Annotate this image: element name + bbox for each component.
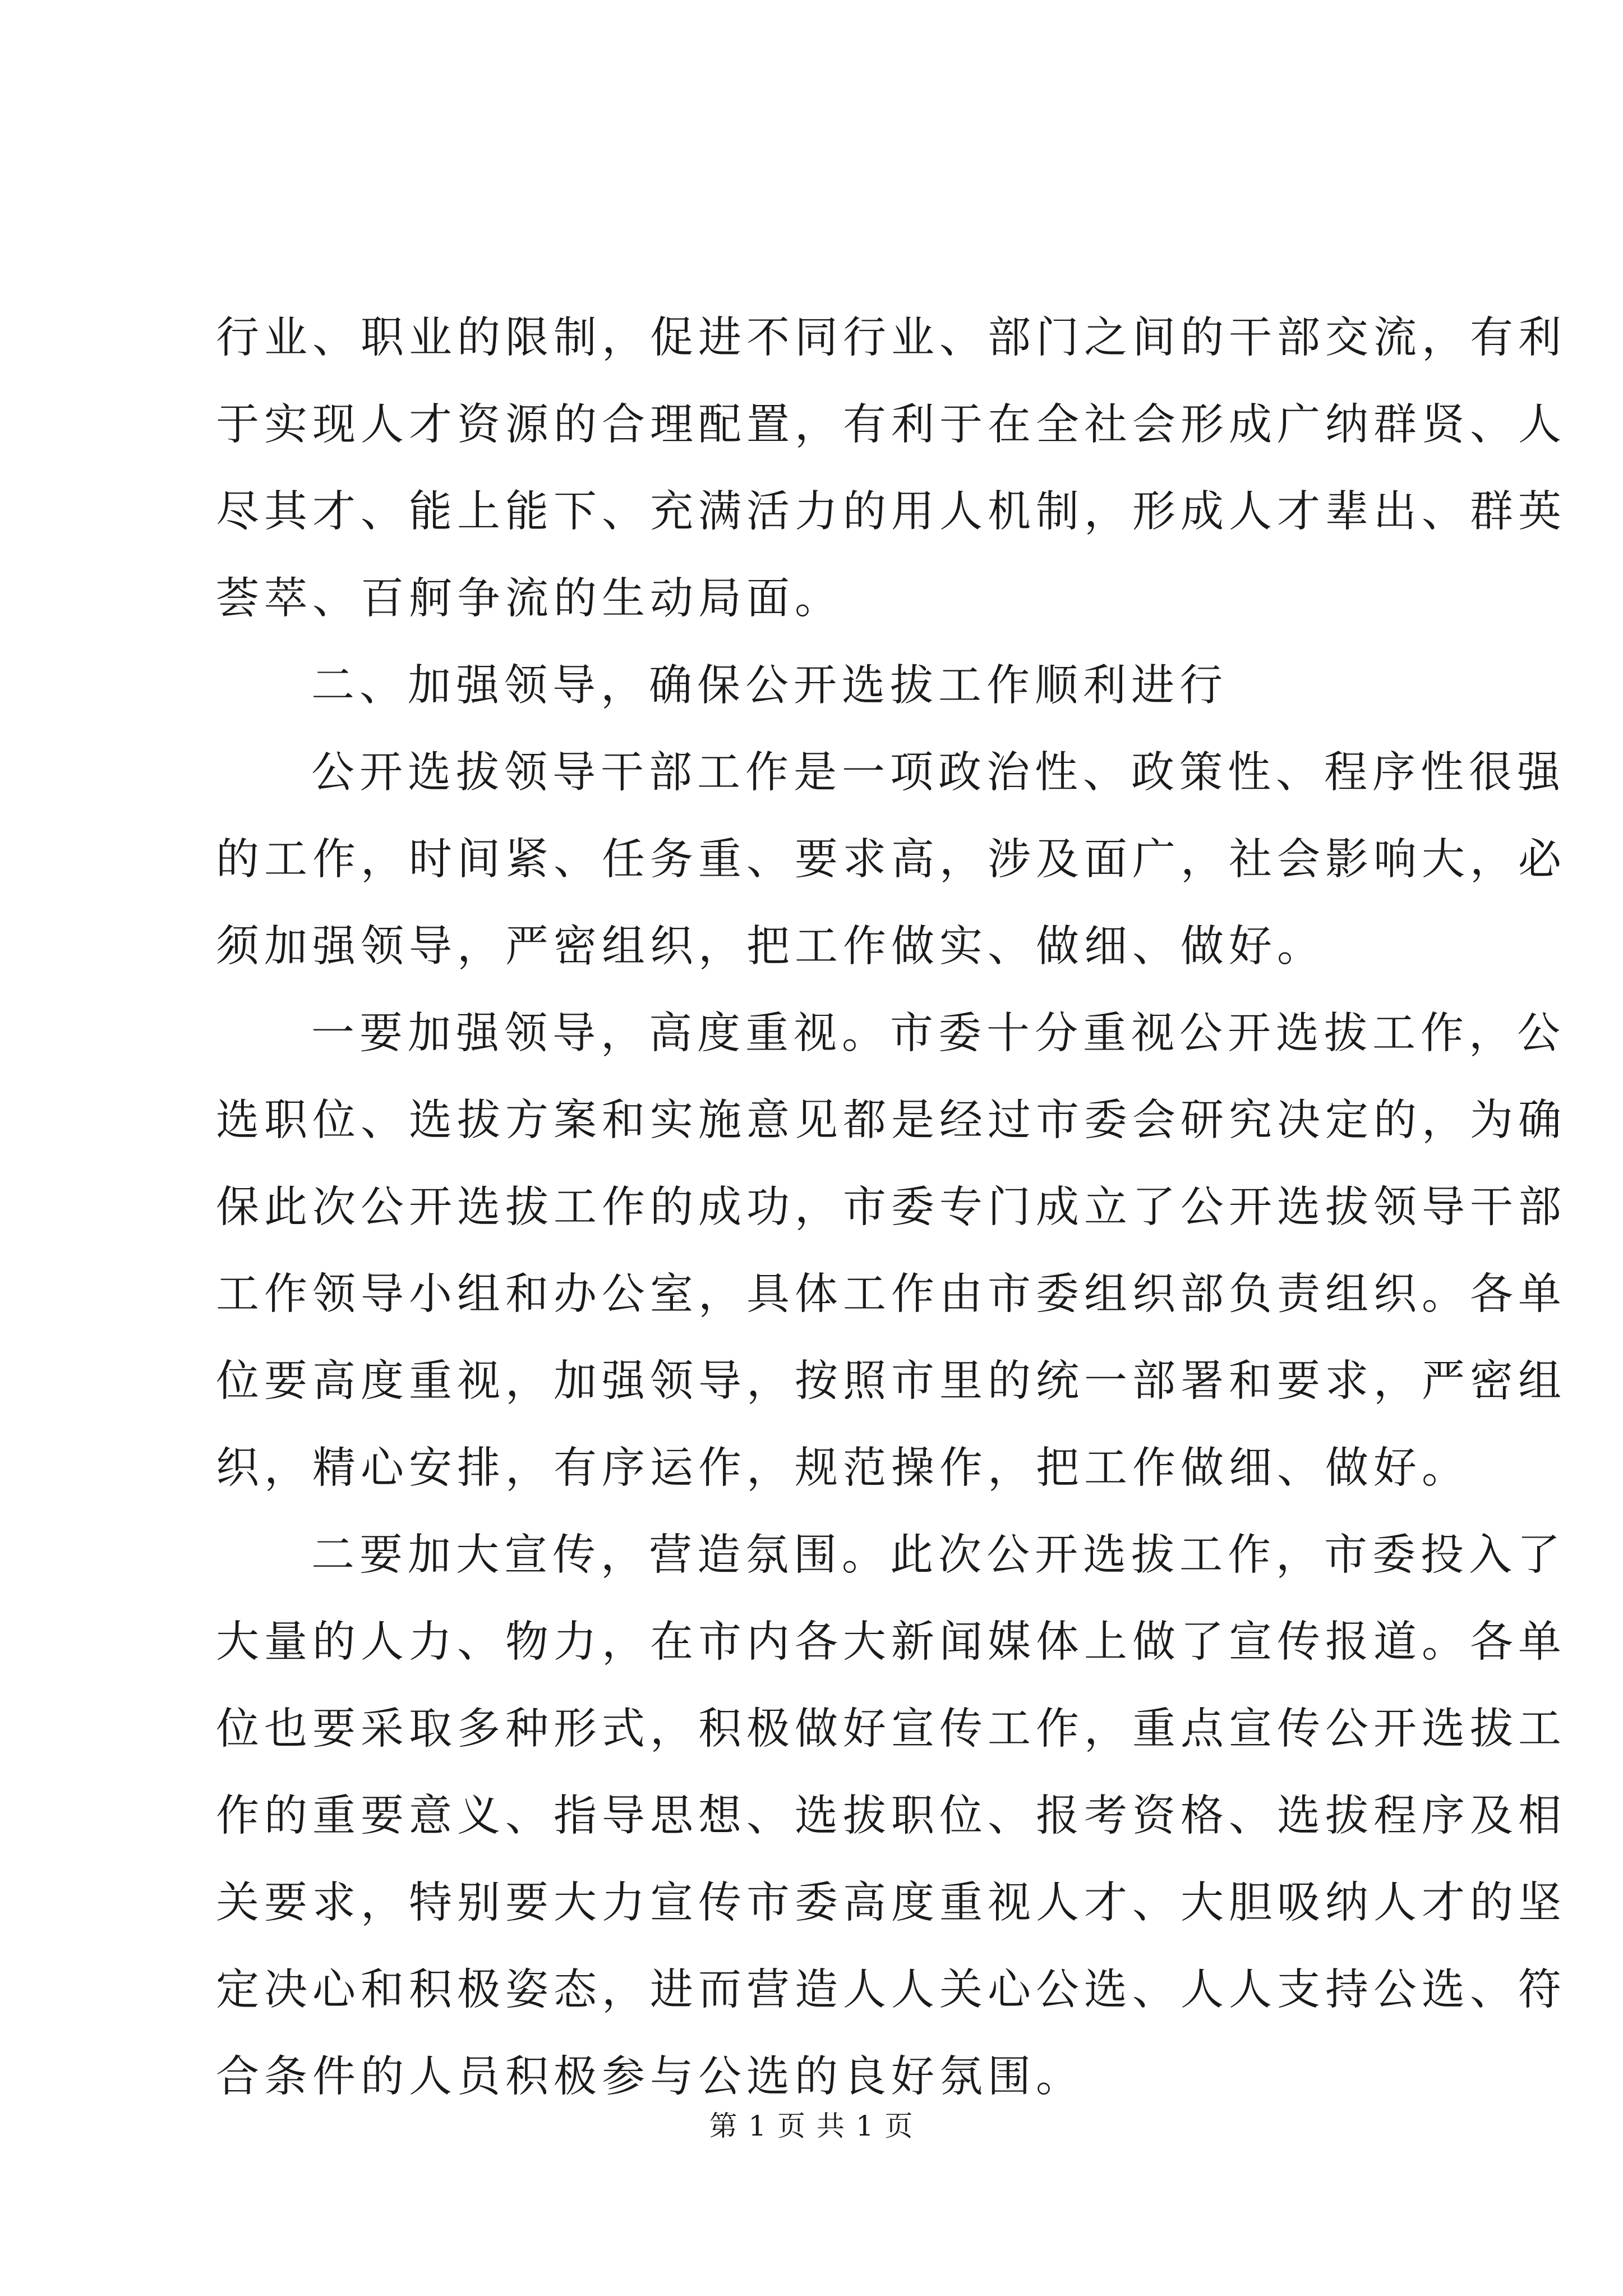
paragraph-line: 荟萃、百舸争流的生动局面。 [216,574,843,624]
paragraph-line: 二、加强领导，确保公开选拔工作顺利进行 [311,661,1228,711]
paragraph-line: 二要加大宣传，营造氛围。此次公开选拔工作，市委投入了 [311,1530,1565,1580]
paragraph-line: 织，精心安排，有序运作，规范操作，把工作做细、做好。 [216,1443,1470,1493]
paragraph-line: 一要加强领导，高度重视。市委十分重视公开选拔工作，公 [311,1009,1565,1059]
paragraph-line: 工作领导小组和办公室，具体工作由市委组织部负责组织。各单 [216,1269,1566,1319]
paragraph-line: 作的重要意义、指导思想、选拔职位、报考资格、选拔程序及相 [216,1791,1566,1841]
paragraph-line: 合条件的人员积极参与公选的良好氛围。 [216,2052,1084,2102]
paragraph-line: 的工作，时间紧、任务重、要求高，涉及面广，社会影响大，必 [216,835,1566,885]
paragraph-line: 公开选拔领导干部工作是一项政治性、政策性、程序性很强 [311,748,1565,798]
paragraph-line: 定决心和积极姿态，进而营造人人关心公选、人人支持公选、符 [216,1965,1566,2015]
paragraph-line: 行业、职业的限制，促进不同行业、部门之间的干部交流，有利 [216,313,1566,363]
paragraph-line: 保此次公开选拔工作的成功，市委专门成立了公开选拔领导干部 [216,1182,1566,1232]
paragraph-line: 大量的人力、物力，在市内各大新闻媒体上做了宣传报道。各单 [216,1617,1566,1667]
document-body [216,295,1566,2120]
paragraph-line: 须加强领导，严密组织，把工作做实、做细、做好。 [216,922,1325,972]
paragraph-line: 尽其才、能上能下、充满活力的用人机制，形成人才辈出、群英 [216,487,1566,537]
paragraph-line: 位要高度重视，加强领导，按照市里的统一部署和要求，严密组 [216,1356,1566,1406]
paragraph-line: 关要求，特别要大力宣传市委高度重视人才、大胆吸纳人才的坚 [216,1878,1566,1928]
paragraph-line: 选职位、选拔方案和实施意见都是经过市委会研究决定的，为确 [216,1096,1566,1145]
paragraph-line: 位也要采取多种形式，积极做好宣传工作，重点宣传公开选拔工 [216,1704,1566,1754]
paragraph-line: 于实现人才资源的合理配置，有利于在全社会形成广纳群贤、人 [216,400,1566,450]
page-footer: 第 1 页 共 1 页 [709,2110,914,2142]
